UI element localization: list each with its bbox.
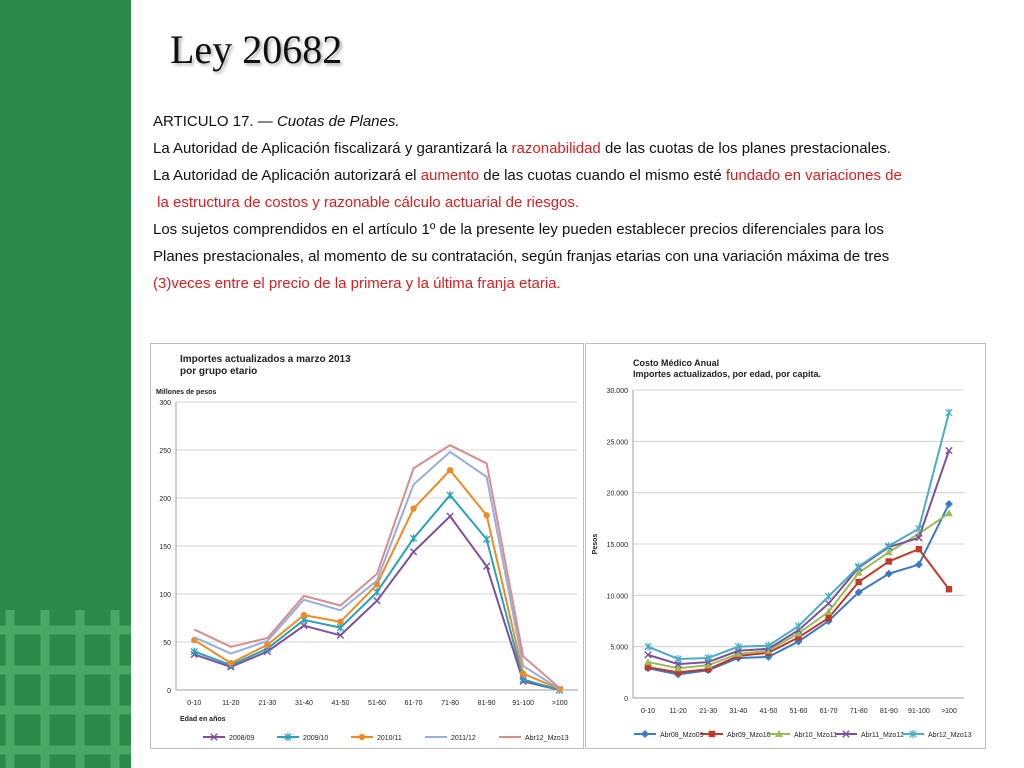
data-point xyxy=(915,561,923,569)
y-axis-label: Pesos xyxy=(592,533,599,555)
slide-title: Ley 20682 xyxy=(170,27,343,72)
legend-marker xyxy=(641,730,649,738)
data-point xyxy=(825,615,831,621)
article-subtitle: Cuotas de Planes. xyxy=(276,113,400,130)
sidebar-grid-decoration xyxy=(0,610,131,768)
paragraph-3 xyxy=(153,189,1013,216)
x-tick-label: 31-40 xyxy=(729,708,748,715)
p1-highlight: razonabilidad xyxy=(511,140,601,157)
chart-title-line-1: Costo Médico Anual xyxy=(633,358,720,368)
x-tick-label: 61-70 xyxy=(404,700,423,707)
x-tick-label: 31-40 xyxy=(294,700,313,707)
paragraph-5: Planes prestacionales, al momento de su contratación, según franjas etarias con una variación máxima de tres xyxy=(153,248,890,265)
x-tick-label: 81-90 xyxy=(879,708,898,715)
series-abr09-mzo10 xyxy=(645,546,952,676)
legend-label: Abr10_Mzo11 xyxy=(794,732,838,739)
x-tick-label: 11-20 xyxy=(222,700,240,707)
series-abr12-mzo13 xyxy=(645,409,952,663)
data-point xyxy=(795,622,801,630)
chart-2-svg xyxy=(586,344,985,748)
data-point xyxy=(855,579,861,585)
data-point xyxy=(916,546,922,552)
x-tick-label: 71-80 xyxy=(441,700,460,707)
y-tick-label: 300 xyxy=(159,400,171,407)
chart-title-line-2: por grupo etario xyxy=(180,366,258,377)
data-point xyxy=(447,467,453,473)
data-point xyxy=(447,491,453,499)
chart-1-svg xyxy=(151,344,583,748)
p2-highlight-1: aumento xyxy=(420,167,480,184)
x-tick-label: 21-30 xyxy=(258,700,277,707)
chart-title-line-2: Importes actualizados, por edad, por capita. xyxy=(633,369,822,379)
chart-title-line-1: Importes actualizados a marzo 2013 xyxy=(180,354,351,365)
x-tick-label: >100 xyxy=(551,700,568,707)
x-tick-label: 41-50 xyxy=(759,708,778,715)
series-line-2008-09 xyxy=(194,516,559,690)
legend-marker xyxy=(709,731,715,737)
chart-legend xyxy=(203,733,569,742)
data-point xyxy=(946,586,952,592)
paragraph-1 xyxy=(153,135,1013,162)
y-tick-label: 0 xyxy=(624,696,628,703)
y-axis-label: Millones de pesos xyxy=(156,389,217,396)
y-tick-label: 50 xyxy=(163,640,171,647)
chart-importes-grupo-etario xyxy=(150,343,584,749)
paragraph-4: Los sujetos comprendidos en el artículo 1º de la presente ley pueden establecer precios diferenciales para los xyxy=(153,221,884,238)
p3-highlight: la estructura de costos y razonable cálculo actuarial de riesgos. xyxy=(153,194,580,211)
data-point xyxy=(945,500,953,508)
series-line-abr08-mzo09 xyxy=(648,504,949,674)
y-tick-label: 20.000 xyxy=(606,490,628,498)
p6-highlight: (3)veces entre el precio de la primera y la última franja etaria. xyxy=(153,275,561,292)
data-point xyxy=(483,512,489,518)
data-point xyxy=(374,588,380,596)
x-tick-label: 61-70 xyxy=(819,708,838,715)
legend-label: Abr12_Mzo13 xyxy=(928,732,972,739)
article-text xyxy=(153,108,1013,297)
series-2009-10 xyxy=(191,491,563,694)
y-tick-label: 100 xyxy=(159,592,171,599)
data-point xyxy=(520,670,526,676)
x-tick-label: 21-30 xyxy=(699,708,718,715)
x-tick-label: >100 xyxy=(941,708,957,715)
data-point xyxy=(410,505,416,511)
y-tick-label: 150 xyxy=(159,544,171,551)
chart-costo-medico-anual xyxy=(585,343,986,749)
legend-label: 2011/12 xyxy=(451,735,476,742)
y-tick-label: 30.000 xyxy=(606,388,628,395)
p2-highlight-2: fundado en variaciones de xyxy=(725,167,902,184)
legend-label: Abr12_Mzo13 xyxy=(525,735,569,742)
legend-label: 2010/11 xyxy=(377,735,402,742)
legend-marker xyxy=(359,734,365,740)
p1-text-before: La Autoridad de Aplicación fiscalizará y garantizará la xyxy=(153,140,512,157)
x-axis-label: Edad en años xyxy=(180,716,226,723)
data-point xyxy=(337,619,343,625)
legend-label: Abr09_Mzo10 xyxy=(727,732,771,739)
y-tick-label: 250 xyxy=(159,448,171,455)
x-tick-label: 0-10 xyxy=(641,708,656,715)
x-tick-label: 71-80 xyxy=(849,708,868,715)
paragraph-2 xyxy=(153,162,1013,189)
data-point xyxy=(483,535,489,543)
data-point xyxy=(886,558,892,564)
y-tick-label: 15.000 xyxy=(606,542,628,549)
y-tick-label: 10.000 xyxy=(606,593,628,601)
data-point xyxy=(447,513,453,519)
article-heading-line xyxy=(153,108,1013,135)
data-point xyxy=(374,598,380,604)
x-tick-label: 91-100 xyxy=(512,700,535,707)
chart-legend xyxy=(634,730,972,739)
sidebar-band xyxy=(0,0,131,768)
x-tick-label: 0-10 xyxy=(187,700,202,707)
legend-label: Abr11_Mzo12 xyxy=(861,732,905,739)
y-tick-label: 25.000 xyxy=(606,439,628,447)
x-tick-label: 41-50 xyxy=(331,700,350,707)
data-point xyxy=(644,658,652,665)
y-tick-label: 200 xyxy=(159,496,171,503)
p2-text-mid: de las cuotas cuando el mismo esté xyxy=(479,167,726,184)
data-point xyxy=(301,612,307,618)
legend-label: 2008/09 xyxy=(229,735,255,742)
x-tick-label: 11-20 xyxy=(669,708,687,715)
data-point xyxy=(410,549,416,555)
paragraph-6 xyxy=(153,270,1013,297)
data-point xyxy=(946,409,952,417)
data-point xyxy=(228,660,234,666)
x-tick-label: 81-90 xyxy=(477,700,496,707)
series-abr08-mzo09 xyxy=(644,500,953,678)
article-heading: ARTICULO 17. — xyxy=(153,113,273,130)
y-tick-label: 0 xyxy=(167,688,171,695)
p2-text-before: La Autoridad de Aplicación autorizará el xyxy=(153,167,421,184)
y-tick-label: 5.000 xyxy=(610,644,628,652)
data-point xyxy=(825,592,831,600)
series-line-abr09-mzo10 xyxy=(648,549,949,672)
legend-label: Abr08_Mzo09 xyxy=(660,732,704,739)
x-tick-label: 51-60 xyxy=(789,708,808,715)
x-tick-label: 91-100 xyxy=(907,708,930,715)
data-point xyxy=(410,534,416,542)
p1-text-after: de las cuotas de los planes prestacionales. xyxy=(600,140,891,157)
data-point xyxy=(825,600,831,606)
series-line-abr12-mzo13 xyxy=(648,413,949,659)
legend-label: 2009/10 xyxy=(303,735,329,742)
x-tick-label: 51-60 xyxy=(368,700,386,707)
